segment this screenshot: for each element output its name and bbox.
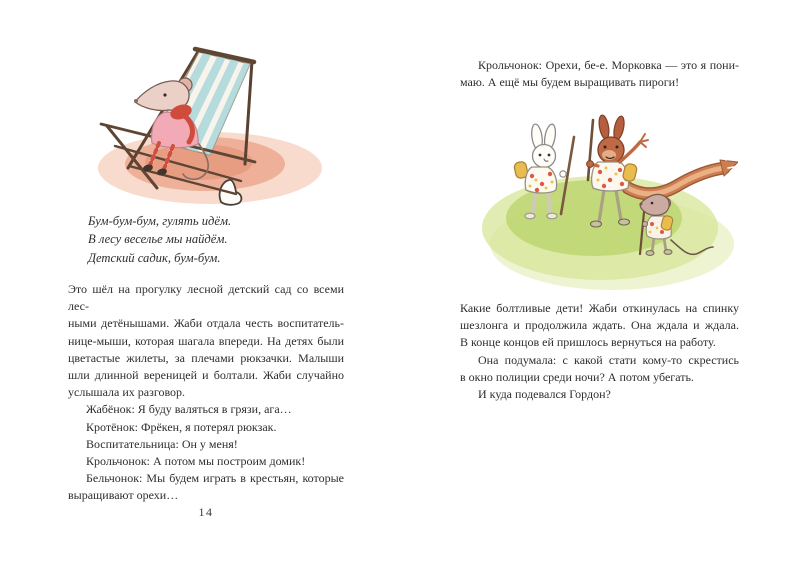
left-body-text xyxy=(68,281,344,505)
verse-line: Детский садик, бум-бум. xyxy=(88,250,221,265)
rabbit-paw xyxy=(560,171,566,177)
text-line: в окно полиции среди ночи? А потом убегать. xyxy=(460,369,694,384)
text-line: И куда подевался Гордон? xyxy=(478,387,611,402)
rabbit-vest xyxy=(525,167,556,193)
verse-line: В лесу веселье мы найдём. xyxy=(88,232,228,247)
text-line: Бельчонок: Мы будем играть в крестьян, которые xyxy=(86,471,344,486)
squirrel-tail xyxy=(628,154,738,194)
text-line: ными детёнышами. Жаби отдала честь воспитатель- xyxy=(68,316,344,331)
text-line: нице-мыши, которая шагала впереди. На детях были xyxy=(68,333,344,348)
squirrel-paw xyxy=(587,161,594,168)
text-line: шезлонга и продолжила ждать. Она ждала и ждала. xyxy=(460,318,739,333)
mouse-nose xyxy=(134,99,138,103)
text-line: Жабёнок: Я буду валяться в грязи, ага… xyxy=(86,402,292,417)
text-line: В конце концов ей пришлось вернуться на работу. xyxy=(460,335,716,350)
text-line: Крольчонок: А потом мы построим домик! xyxy=(86,454,306,469)
illustration-mouse-in-deckchair-icon xyxy=(95,16,340,212)
text-line: Она подумала: с какой стати кому-то скрестись xyxy=(478,352,739,367)
mouse-paw xyxy=(643,222,648,227)
illustration-kids-on-meadow-icon xyxy=(482,104,738,304)
text-line: шли длинной вереницей и болтали. Жаби случайно xyxy=(68,368,344,383)
right-page xyxy=(400,0,800,567)
text-line: выращивают орехи… xyxy=(68,488,179,503)
verse-line: Бум-бум-бум, гулять идём. xyxy=(88,214,232,228)
text-line: услышала их разговор. xyxy=(68,385,186,400)
squirrel-fingers xyxy=(640,134,648,147)
right-bottom-text xyxy=(460,300,739,403)
rabbit-head xyxy=(533,145,556,168)
text-line: Крольчонок: Орехи, бе-е. Морковка — это я пони- xyxy=(478,58,739,72)
text-line: Это шёл на прогулку лесной детский сад со всеми лес- xyxy=(68,282,344,314)
mouse-eye xyxy=(163,93,166,96)
text-line: маю. А ещё мы будем выращивать пироги! xyxy=(460,75,680,90)
text-line: цветастые жилеты, за плечами рюкзачки. Малыши xyxy=(68,350,344,365)
text-line: Какие болтливые дети! Жаби откинулась на спинку xyxy=(460,301,739,315)
mouse-nose xyxy=(640,203,643,206)
squirrel-ear xyxy=(597,114,610,139)
text-line: Кротёнок: Фрёкен, я потерял рюкзак. xyxy=(86,419,277,434)
verse-block xyxy=(88,212,348,267)
text-line: Воспитательница: Он у меня! xyxy=(86,436,238,451)
page-number: 14 xyxy=(198,505,214,519)
right-top-text xyxy=(460,57,739,91)
